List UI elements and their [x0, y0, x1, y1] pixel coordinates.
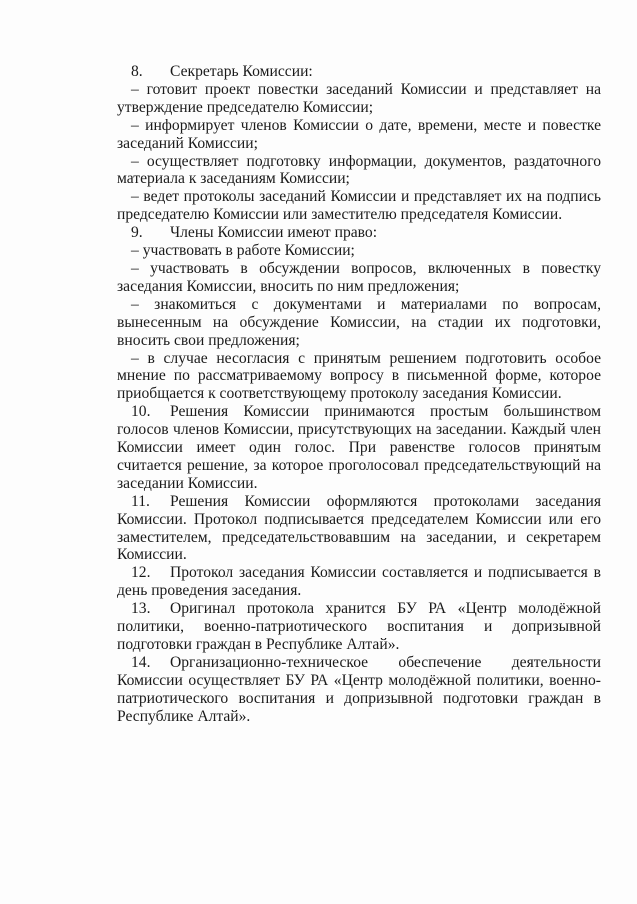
paragraph-text: Члены Комиссии имеют право: — [170, 224, 378, 242]
clause-13 — [117, 600, 601, 654]
paragraph-text: – осуществляет подготовку информации, документов, раздаточного материала к заседаниям Комиссии; — [117, 152, 601, 188]
paragraph-text: Секретарь Комиссии: — [170, 63, 313, 80]
paragraph-text: Протокол заседания Комиссии составляется и подписывается в день проведения заседания. — [117, 564, 601, 600]
clause-9-item-3 — [117, 296, 601, 350]
clause-number: 10. — [131, 403, 151, 421]
paragraph-text: – информирует членов Комиссии о дате, времени, месте и повестке заседаний Комиссии; — [117, 116, 601, 152]
clause-8-heading — [117, 63, 601, 81]
clause-number: 13. — [131, 600, 151, 618]
paragraph-text: – знакомиться с документами и материалами по вопросам, вынесенным на обсуждение Комиссии, на стадии их подготовки, вносить свои предложения; — [117, 295, 601, 349]
clause-8-item-1 — [117, 81, 601, 117]
clause-8-item-4 — [117, 188, 601, 224]
paragraph-text: – в случае несогласия с принятым решением подготовить особое мнение по рассматриваемому вопросу в письменной форме, которое приобщается к соответствующему протоколу заседания Комиссии. — [117, 349, 601, 403]
clause-11 — [117, 493, 601, 565]
clause-number: 11. — [131, 492, 150, 510]
clause-14 — [117, 654, 601, 726]
clause-number: 12. — [131, 564, 151, 582]
paragraph-text: – ведет протоколы заседаний Комиссии и представляет их на подпись председателю Комиссии или заместителю председателя Комиссии. — [117, 188, 601, 224]
clause-8-item-3 — [117, 153, 601, 189]
clause-number: 9. — [131, 224, 143, 242]
paragraph-text: Решения Комиссии принимаются простым большинством голосов членов Комиссии, присутствующих на заседании. Каждый член Комиссии имеет один голос. При равенстве голосов принятым считается решение, за которое проголосовал председательствующий на заседании Комиссии. — [117, 403, 601, 492]
document-body — [117, 63, 601, 726]
clause-9-item-4 — [117, 350, 601, 404]
paragraph-text: Оригинал протокола хранится БУ РА «Центр молодёжной политики, военно-патриотического воспитания и допризывной подготовки граждан в Республике Алтай». — [117, 600, 601, 653]
clause-number: 14. — [131, 653, 151, 671]
clause-number: 8. — [131, 63, 143, 80]
paragraph-text: – участвовать в обсуждении вопросов, включенных в повестку заседания Комиссии, вносить по ним предложения; — [117, 259, 601, 295]
paragraph-text: – готовит проект повестки заседаний Комиссии и представляет на утверждение председателю Комиссии; — [117, 80, 601, 116]
clause-12 — [117, 564, 601, 600]
clause-9-heading — [117, 224, 601, 242]
paragraph-text: – участвовать в работе Комиссии; — [131, 242, 355, 260]
paragraph-text: Организационно-техническое обеспечение деятельности Комиссии осуществляет БУ РА «Центр молодёжной политики, военно-патриотического воспитания и допризывной подготовки граждан в Республике Алтай». — [117, 653, 601, 725]
clause-9-item-1 — [117, 242, 601, 260]
clause-8-item-2 — [117, 117, 601, 153]
clause-9-item-2 — [117, 260, 601, 296]
clause-10 — [117, 403, 601, 493]
paragraph-text: Решения Комиссии оформляются протоколами заседания Комиссии. Протокол подписывается председателем Комиссии или его заместителем, председательствовавшим на заседании, и секретарем Комиссии. — [117, 492, 601, 564]
